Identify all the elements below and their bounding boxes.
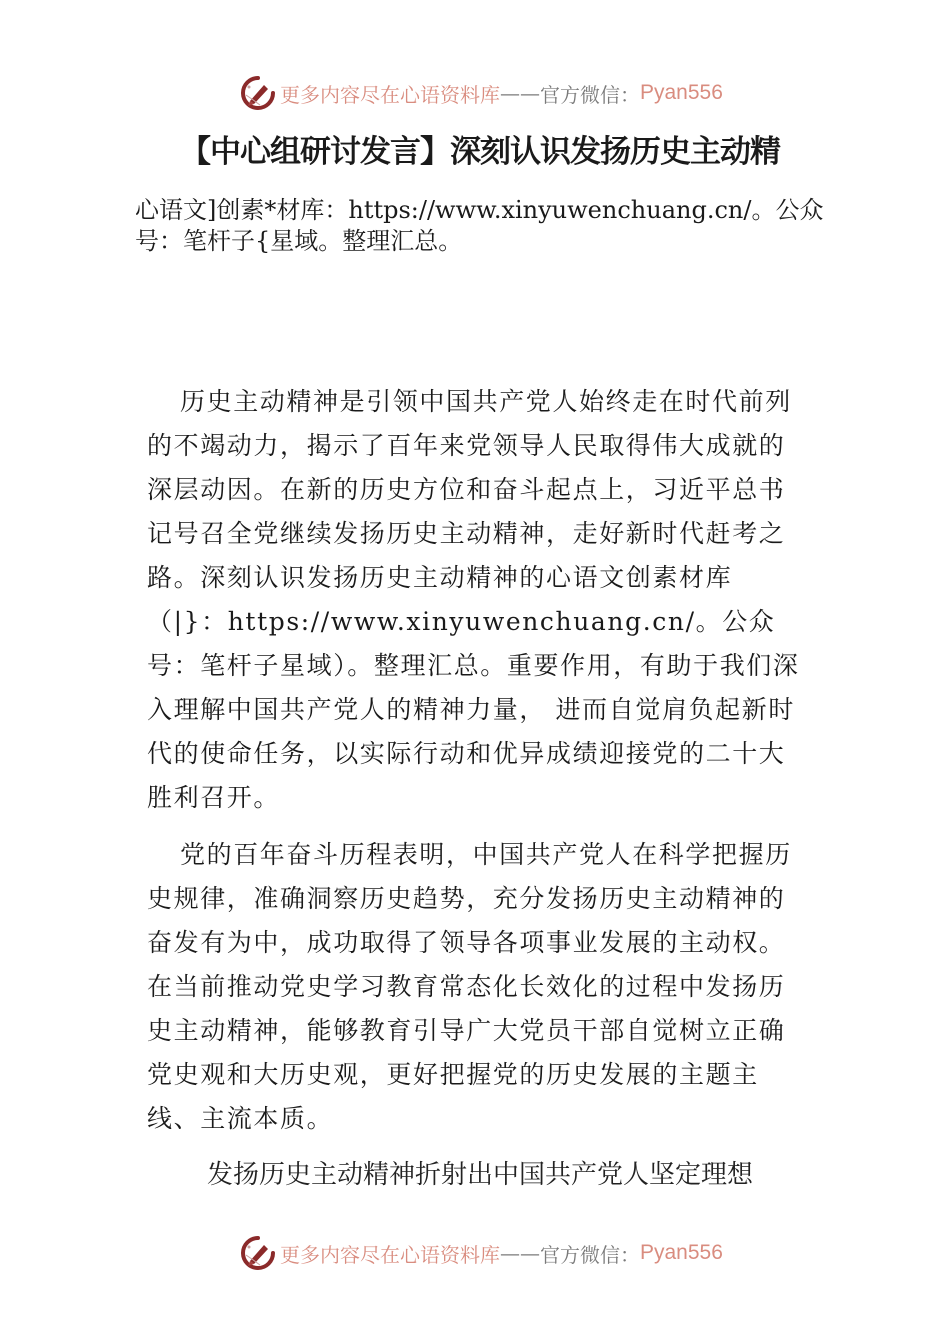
promo-text: 更多内容尽在心语资料库: [280, 1242, 500, 1267]
intro-source-note: 心语文]创素*材库：https://www.xinyuwenchuang.cn/。公众号：笔杆子{星域。整理汇总。: [135, 196, 824, 255]
wechat-label: 官方微信：: [540, 1242, 640, 1267]
pen-nib-circle-icon: [240, 1235, 276, 1271]
promo-text: 更多内容尽在心语资料库: [280, 82, 500, 107]
body-paragraph-2: 党的百年奋斗历程表明，中国共产党人在科学把握历史规律，准确洞察历史趋势，充分发扬历史主动精神的奋发有为中，成功取得了领导各项事业发展的主动权。在当前推动党史学习教育常态化长效化的过程中发扬历史主动精神，能够教育引导广大党员干部自觉树立正确党史观和大历史观，更好把握党的历史发展的主题主线、主流本质。: [147, 840, 792, 1133]
wechat-id: Pyan556: [640, 81, 723, 104]
promo-dash: ——: [500, 1241, 540, 1265]
promo-dash: ——: [500, 81, 540, 105]
section-subheading: 发扬历史主动精神折射出中国共产党人坚定理想: [206, 1160, 753, 1190]
body-paragraph-1: 历史主动精神是引领中国共产党人始终走在时代前列的不竭动力，揭示了百年来党领导人民取得伟大成就的深层动因。在新的历史方位和奋斗起点上，习近平总书记号召全党继续发扬历史主动精神，走好新时代赶考之路。深刻认识发扬历史主动精神的心语文创素材库（|}：https://www.xinyuwenchuang.cn/。公众号：笔杆子星域）。整理汇总。重要作用，有助于我们深入理解中国共产党人的精神力量， 进而自觉肩负起新时代的使命任务，以实际行动和优异成绩迎接党的二十大胜利召开。: [147, 387, 800, 812]
document-title: 【中心组研讨发言】深刻认识发扬历史主动精: [180, 134, 780, 170]
header-watermark: [240, 73, 740, 113]
wechat-label: 官方微信：: [540, 82, 640, 107]
pen-nib-circle-icon: [240, 75, 276, 111]
wechat-id: Pyan556: [640, 1241, 723, 1264]
footer-watermark: [240, 1233, 740, 1273]
